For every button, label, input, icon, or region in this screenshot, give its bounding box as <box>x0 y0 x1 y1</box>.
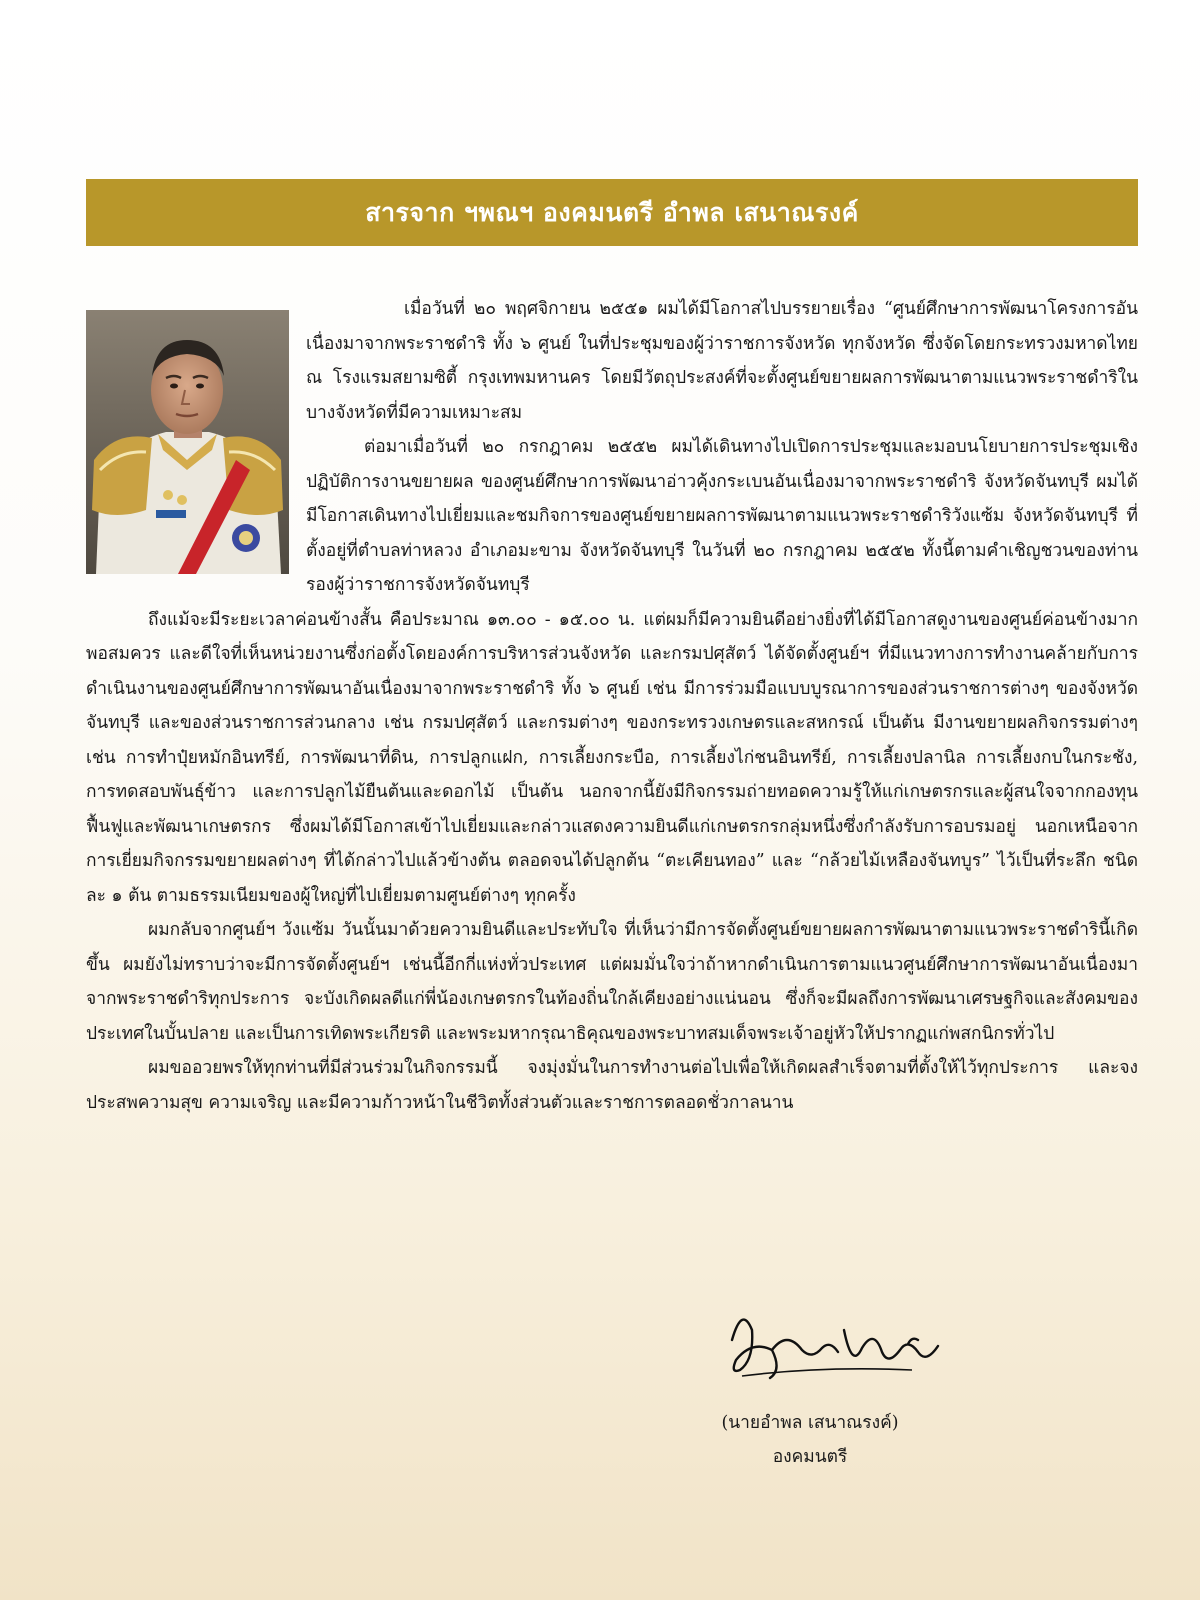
paragraph-4: ผมกลับจากศูนย์ฯ วังแซ้ม วันนั้นมาด้วยความยินดีและประทับใจ ที่เห็นว่ามีการจัดตั้งศูนย์ขยายผลการพัฒนาตามแนวพระราชดำรินี้เกิดขึ้น ผมยังไม่ทราบว่าจะมีการจัดตั้งศูนย์ฯ เช่นนี้อีกกี่แห่งทั่วประเทศ แต่ผมมั่นใจว่าถ้าหากดำเนินการตามแนวศูนย์ศึกษาการพัฒนาอันเนื่องมาจากพระราชดำริทุกประการ จะบังเกิดผลดีแก่พี่น้องเกษตรกรในท้องถิ่นใกล้เคียงอย่างแน่นอน ซึ่งก็จะมีผลถึงการพัฒนาเศรษฐกิจและสังคมของประเทศในบั้นปลาย และเป็นการเทิดพระเกียรติ และพระมหากรุณาธิคุณของพระบาทสมเด็จพระเจ้าอยู่หัวให้ปรากฏแก่พสกนิกรทั่วไป <box>86 920 1138 1044</box>
handwritten-signature <box>712 1300 962 1410</box>
paragraph-5: ผมขออวยพรให้ทุกท่านที่มีส่วนร่วมในกิจกรรมนี้ จงมุ่งมั่นในการทำงานต่อไปเพื่อให้เกิดผลสำเร็จตามที่ตั้งให้ไว้ทุกประการ และจงประสพความสุข ความเจริญ และมีความก้าวหน้าในชีวิตทั้งส่วนตัวและราชการตลอดชั่วกาลนาน <box>86 1058 1138 1113</box>
title-banner <box>86 179 1138 246</box>
letter-body <box>86 292 1138 1120</box>
signatory-name: (นายอำพล เสนาณรงค์) <box>721 1413 899 1433</box>
paragraph-2: ต่อมาเมื่อวันที่ ๒๐ กรกฎาคม ๒๕๕๒ ผมได้เดินทางไปเปิดการประชุมและมอบนโยบายการประชุมเชิงปฏิบัติการงานขยายผล ของศูนย์ศึกษาการพัฒนาอ่าวคุ้งกระเบนอันเนื่องมาจากพระราชดำริ จังหวัดจันทบุรี ผมได้มีโอกาสเดินทางไปเยี่ยมและชมกิจการของศูนย์ขยายผลการพัฒนาตามแนวพระราชดำริวังแซ้ม จังหวัดจันทบุรี ที่ตั้งอยู่ที่ตำบลท่าหลวง อำเภอมะขาม จังหวัดจันทบุรี ในวันที่ ๒๐ กรกฎาคม ๒๕๕๒ ทั้งนี้ตามคำเชิญชวนของท่านรองผู้ว่าราชการจังหวัดจันทบุรี <box>306 437 1138 595</box>
paragraph-1: เมื่อวันที่ ๒๐ พฤศจิกายน ๒๕๕๑ ผมได้มีโอกาสไปบรรยายเรื่อง “ศูนย์ศึกษาการพัฒนาโครงการอันเนื่องมาจากพระราชดำริ ทั้ง ๖ ศูนย์ ในที่ประชุมของผู้ว่าราชการจังหวัด ทุกจังหวัด ซึ่งจัดโดยกระทรวงมหาดไทย ณ โรงแรมสยามซิตี้ กรุงเทพมหานคร โดยมีวัตถุประสงค์ที่จะตั้งศูนย์ขยายผลการพัฒนาตามแนวพระราชดำริในบางจังหวัดที่มีความเหมาะสม <box>306 299 1138 423</box>
paragraph-3: ถึงแม้จะมีระยะเวลาค่อนข้างสั้น คือประมาณ ๑๓.๐๐ - ๑๕.๐๐ น. แต่ผมก็มีความยินดีอย่างยิ่งที่ได้มีโอกาสดูงานของศูนย์ค่อนข้างมากพอสมควร และดีใจที่เห็นหน่วยงานซึ่งก่อตั้งโดยองค์การบริหารส่วนจังหวัด และกรมปศุสัตว์ ได้จัดตั้งศูนย์ฯ ที่มีแนวทางการทำงานคล้ายกับการดำเนินงานของศูนย์ศึกษาการพัฒนาอันเนื่องมาจากพระราชดำริ ทั้ง ๖ ศูนย์ เช่น มีการร่วมมือแบบบูรณาการของส่วนราชการต่างๆ ของจังหวัดจันทบุรี และของส่วนราชการส่วนกลาง เช่น กรมปศุสัตว์ และกรมต่างๆ ของกระทรวงเกษตรและสหกรณ์ เป็นต้น มีงานขยายผลกิจกรรมต่างๆ เช่น การทำปุ๋ยหมักอินทรีย์, การพัฒนาที่ดิน, การปลูกแฝก, การเลี้ยงกระบือ, การเลี้ยงไก่ชนอินทรีย์, การเลี้ยงปลานิล การเลี้ยงกบในกระชัง, การทดสอบพันธุ์ข้าว และการปลูกไม้ยืนต้นและดอกไม้ เป็นต้น นอกจากนี้ยังมีกิจกรรมถ่ายทอดความรู้ให้แก่เกษตรกรและผู้สนใจจากกองทุนฟื้นฟูและพัฒนาเกษตรกร ซึ่งผมได้มีโอกาสเข้าไปเยี่ยมและกล่าวแสดงความยินดีแก่เกษตรกรกลุ่มหนึ่งซึ่งกำลังรับการอบรมอยู่ นอกเหนือจากการเยี่ยมกิจกรรมขยายผลต่างๆ ที่ได้กล่าวไปแล้วข้างต้น ตลอดจนได้ปลูกต้น “ตะเคียนทอง” และ “กล้วยไม้เหลืองจันทบูร” ไว้เป็นที่ระลึก ชนิดละ ๑ ต้น ตามธรรมเนียมของผู้ใหญ่ที่ไปเยี่ยมตามศูนย์ต่างๆ ทุกครั้ง <box>86 609 1138 906</box>
page-title: สารจาก ฯพณฯ องคมนตรี อำพล เสนาณรงค์ <box>365 197 859 227</box>
signatory-position: องคมนตรี <box>772 1447 848 1467</box>
